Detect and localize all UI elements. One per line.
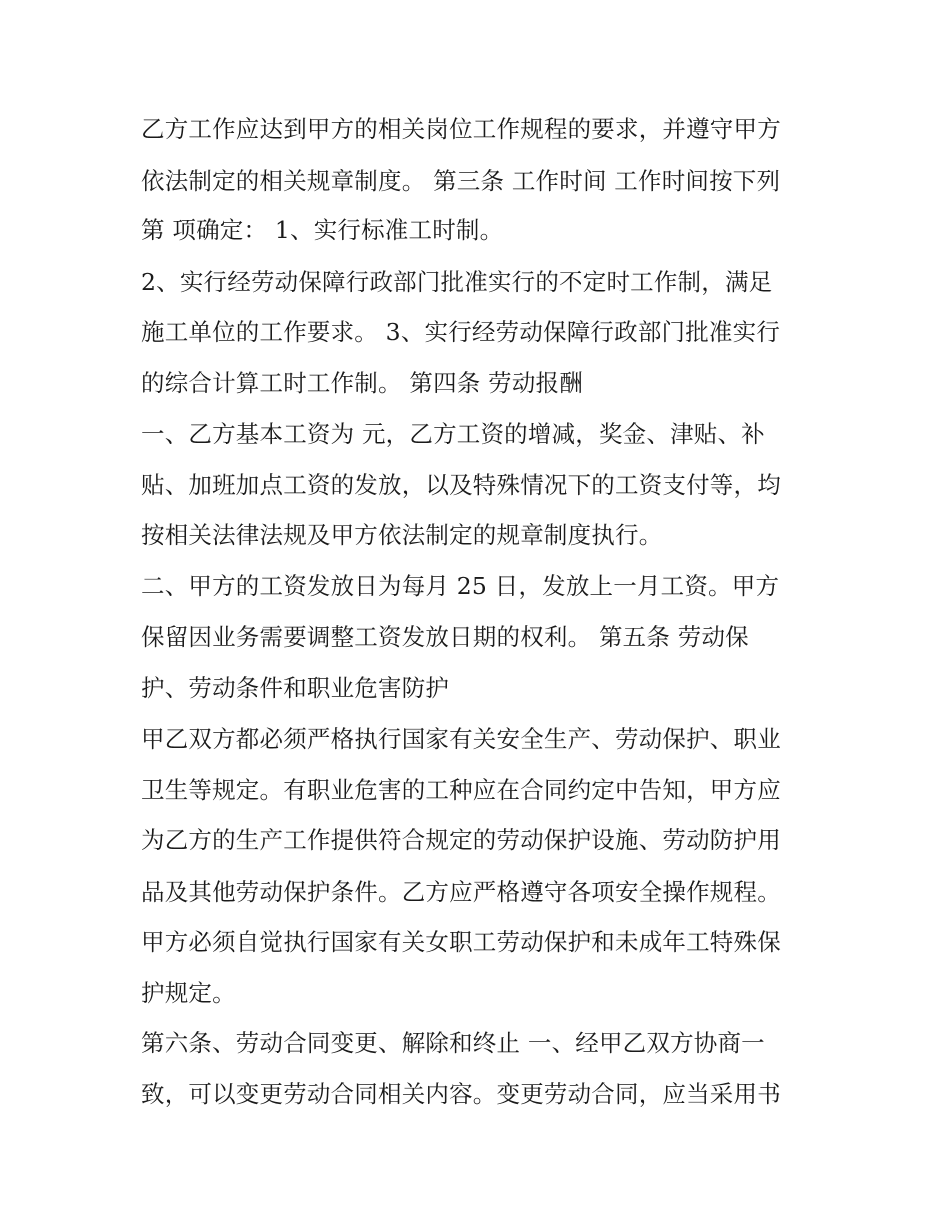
text-line: 施工单位的工作要求。 3、实行经劳动保障行政部门批准实行 [141, 318, 781, 346]
text-line: 护、劳动条件和职业危害防护 [141, 674, 450, 702]
text-line: 2、实行经劳动保障行政部门批准实行的不定时工作制，满足 [141, 268, 773, 296]
text-line: 甲方必须自觉执行国家有关女职工劳动保护和未成年工特殊保 [141, 928, 781, 956]
text-line: 一、乙方基本工资为 元，乙方工资的增减，奖金、津贴、补 [141, 420, 765, 448]
text-line: 第 项确定： 1、实行标准工时制。 [141, 216, 504, 244]
text-line: 按相关法律法规及甲方依法制定的规章制度执行。 [141, 521, 663, 549]
text-line: 甲乙双方都必须严格执行国家有关安全生产、劳动保护、职业 [141, 725, 781, 753]
text-line: 依法制定的相关规章制度。 第三条 工作时间 工作时间按下列 [141, 167, 781, 195]
text-line: 第六条、劳动合同变更、解除和终止 一、经甲乙双方协商一 [141, 1029, 765, 1057]
text-line: 乙方工作应达到甲方的相关岗位工作规程的要求，并遵守甲方 [141, 115, 781, 143]
text-line: 卫生等规定。有职业危害的工种应在合同约定中告知，甲方应 [141, 776, 781, 804]
text-line: 贴、加班加点工资的发放，以及特殊情况下的工资支付等，均 [141, 471, 781, 499]
text-line: 保留因业务需要调整工资发放日期的权利。 第五条 劳动保 [141, 623, 749, 651]
text-line: 的综合计算工时工作制。 第四条 劳动报酬 [141, 369, 583, 397]
text-line: 护规定。 [141, 979, 236, 1007]
text-line: 为乙方的生产工作提供符合规定的劳动保护设施、劳动防护用 [141, 826, 781, 854]
text-line: 二、甲方的工资发放日为每月 25 日，发放上一月工资。甲方 [141, 572, 780, 600]
text-line: 品及其他劳动保护条件。乙方应严格遵守各项安全操作规程。 [141, 878, 781, 906]
text-line: 致，可以变更劳动合同相关内容。变更劳动合同，应当采用书 [141, 1080, 781, 1108]
